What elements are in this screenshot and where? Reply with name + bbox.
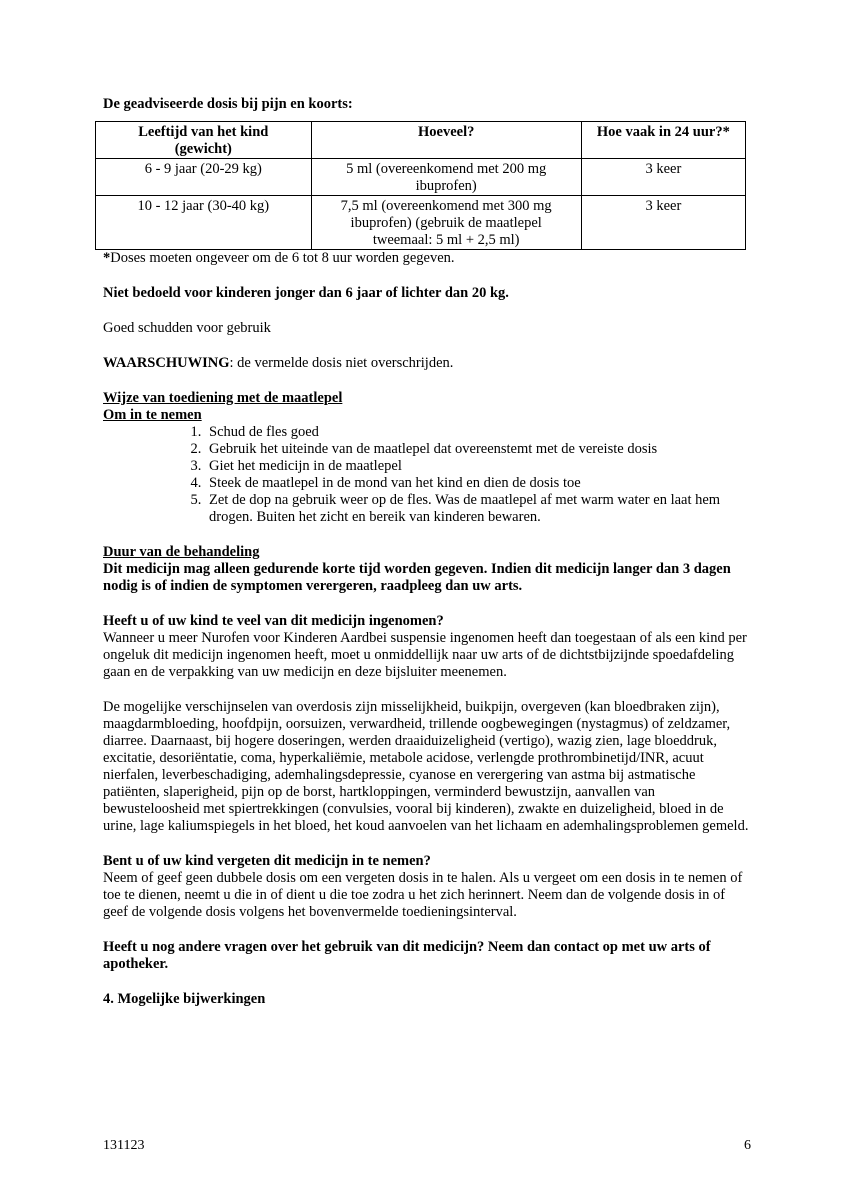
table-cell-amount: 7,5 ml (overeenkomend met 300 mg ibuprofen) (gebruik de maatlepel tweemaal: 5 ml + 2,5 ml) <box>311 196 581 250</box>
document-code: 131123 <box>103 1138 145 1153</box>
table-cell-amount: 5 ml (overeenkomend met 200 mg ibuprofen) <box>311 159 581 196</box>
section-4-heading: 4. Mogelijke bijwerkingen <box>103 991 266 1007</box>
footnote-text: Doses moeten ongeveer om de 6 tot 8 uur worden gegeven. <box>110 250 455 266</box>
administration-heading: Wijze van toediening met de maatlepel <box>103 390 343 406</box>
overdose-heading: Heeft u of uw kind te veel van dit medicijn ingenomen? <box>103 613 444 629</box>
table-cell-age: 6 - 9 jaar (20-29 kg) <box>96 159 312 196</box>
overdose-symptoms: De mogelijke verschijnselen van overdosis zijn misselijkheid, buikpijn, overgeven (kan bloedbraken zijn), maagdarmbloeding, hoofdpijn, oorsuizen, verwardheid, trillende oogbewegingen (nystagmus) of zeldzamer, diarree. Daarnaast, bij hogere doseringen, werden draaiduizeligheid (vertigo), wazig zien, lage bloeddruk, excitatie, desoriëntatie, coma, hyperkaliëmie, metabole acidose, verlengde prothrombinetijd/INR, acuut nierfalen, leverbeschadiging, ademhalingsdepressie, cyanose en verergering van astma bij astmatische patiënten, slaperigheid, pijn op de borst, hartkloppingen, verminderd bewustzijn, aanvallen van bewusteloosheid met spiertrekkingen (convulsies, vooral bij kinderen), zwakte en duizeligheid, bloed in de urine, lage kaliumspiegels in het bloed, het koud aanvoelen van het lichaam en ademhalingsproblemen gemeld. <box>103 699 749 834</box>
administration-steps <box>103 424 753 526</box>
duration-text: Dit medicijn mag alleen gedurende korte tijd worden gegeven. Indien dit medicijn langer dan 3 dagen nodig is of indien de symptomen verergeren, raadpleeg dan uw arts. <box>103 561 731 594</box>
forgot-text: Neem of geef geen dubbele dosis om een vergeten dosis in te halen. Als u vergeet om een dosis in te nemen of toe te dienen, neemt u die in of dient u die toe zodra u het zich herinnert. Neem dan de volgende dosis in of geef de volgende dosis volgens het bovenvermelde toedieningsinterval. <box>103 870 743 920</box>
list-item: 4. Steek de maatlepel in de mond van het kind en dien de dosis toe <box>205 475 753 492</box>
table-footnote <box>103 250 753 267</box>
overdose-text: Wanneer u meer Nurofen voor Kinderen Aardbei suspensie ingenomen heeft dan toegestaan of als een kind per ongeluk dit medicijn ingenomen heeft, moet u onmiddellijk naar uw arts of de dichtstbijzijnde spoedafdeling gaan en de verpakking van uw medicijn en deze bijsluiter meenemen. <box>103 630 747 680</box>
forgot-heading: Bent u of uw kind vergeten dit medicijn in te nemen? <box>103 853 431 869</box>
warning <box>103 355 753 372</box>
duration-heading: Duur van de behandeling <box>103 544 260 560</box>
list-item: 2. Gebruik het uiteinde van de maatlepel dat overeenstemt met de vereiste dosis <box>205 441 753 458</box>
age-restriction: Niet bedoeld voor kinderen jonger dan 6 jaar of lichter dan 20 kg. <box>103 285 509 301</box>
table-cell-frequency: 3 keer <box>581 159 745 196</box>
dosage-table <box>95 121 746 250</box>
table-cell-age: 10 - 12 jaar (30-40 kg) <box>96 196 312 250</box>
table-row <box>96 159 746 196</box>
table-header-row <box>96 122 746 159</box>
intake-heading: Om in te nemen <box>103 407 202 423</box>
column-header-amount: Hoeveel? <box>311 122 581 159</box>
list-item: 1. Schud de fles goed <box>205 424 753 441</box>
list-item: 5. Zet de dop na gebruik weer op de fles. Was de maatlepel af met warm water en laat hem drogen. Buiten het zicht en bereik van kinderen bewaren. <box>205 492 753 526</box>
footnote-star: * <box>103 250 111 266</box>
list-item: 3. Giet het medicijn in de maatlepel <box>205 458 753 475</box>
questions-text: Heeft u nog andere vragen over het gebruik van dit medicijn? Neem dan contact op met uw arts of apotheker. <box>103 939 711 972</box>
warning-text: : de vermelde dosis niet overschrijden. <box>229 355 454 371</box>
dosage-heading: De geadviseerde dosis bij pijn en koorts: <box>103 96 353 112</box>
leaflet-page <box>103 96 753 1008</box>
warning-label: WAARSCHUWING <box>103 355 230 371</box>
shake-instruction: Goed schudden voor gebruik <box>103 320 271 336</box>
table-cell-frequency: 3 keer <box>581 196 745 250</box>
page-number: 6 <box>744 1138 751 1153</box>
column-header-frequency: Hoe vaak in 24 uur?* <box>581 122 745 159</box>
column-header-age: Leeftijd van het kind (gewicht) <box>96 122 312 159</box>
table-row <box>96 196 746 250</box>
